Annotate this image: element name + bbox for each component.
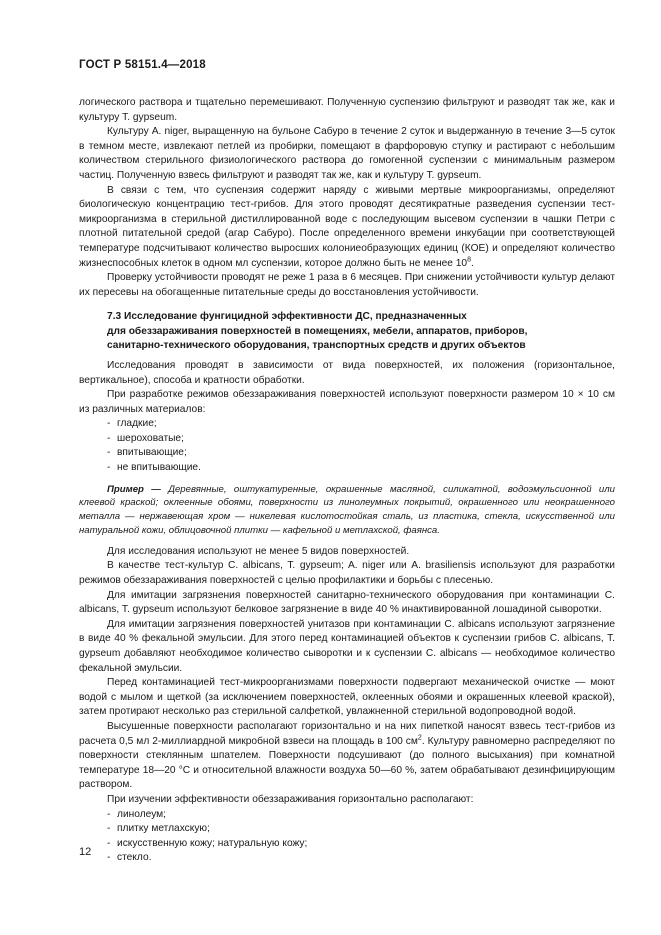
paragraph: логического раствора и тщательно перемешивают. Полученную суспензию фильтруют и разводят так же, как и культуру T. gypseum. (79, 97, 615, 123)
list-item: - гладкие; (107, 417, 615, 432)
list-item: - стекло. (107, 851, 615, 866)
materials-list (79, 417, 615, 475)
superscript: 2 (417, 734, 422, 742)
paragraph: Для имитации загрязнения поверхностей санитарно-технического оборудования при контаминации C. albicans, T. gypseum используют белковое загрязнение в виде 40 % инактивированной лошадиной сыворотки. (79, 589, 615, 616)
page-number: 12 (79, 846, 92, 858)
paragraph: При изучении эффективности обеззараживания горизонтально располагают: (107, 793, 474, 805)
superscript: 8 (467, 256, 471, 264)
list-item: - искусственную кожу; натуральную кожу; (107, 837, 615, 852)
paragraph: Высушенные поверхности располагают горизонтально и на них пипеткой наносят взвесь тест-грибов из расчета 0,5 мл 2-миллиардной микробной взвеси на площадь в 100 $см^2$. Культуру равномерно распределяют по поверхности стеклянным шпателем. Поверхности подсушивают (до полного высыхания) при комнатной температуре 18—20 °C и относительной влажности воздуха 50—60 %, затем обрабатывают дезинфицирующим раствором. (79, 720, 616, 791)
horizontal-list (79, 808, 615, 866)
list-item: - шероховатые; (107, 432, 615, 447)
example-note: Пример — Деревянные, оштукатуренные, окрашенные масляной, силикатной, водоэмульсионной или клеевой краской; оклеенные обоями, поверхности из линолеумных покрытий, окрашенного или неокрашенного металла — нержавеющая хром — никелевая кислотостойкая сталь, из пластика, стекла, искусственной или натуральной кожи, облицовочной плитки — кафельной и метлахской, фаянса. (79, 483, 615, 537)
paragraph: Исследования проводят в зависимости от вида поверхностей, их положения (горизонтальное, вертикальное), способа и кратности обработки. (79, 359, 615, 386)
list-item: - плитку метлахскую; (107, 822, 615, 837)
list-item: - впитывающие; (107, 446, 615, 461)
paragraph: В качестве тест-культур C. albicans, T. gypseum; A. niger или A. brasiliensis используют для разработки режимов обеззараживания поверхностей с целью профилактики и борьбы с плесенью. (79, 560, 615, 587)
list-item: - не впитывающие. (107, 461, 615, 476)
section-heading: 7.3 Исследование фунгицидной эффективности ДС, предназначенных для обеззараживания поверхностей в помещениях, мебели, аппаратов, приборов, санитарно-технического оборудования, транспортных средств и других объектов (107, 311, 528, 351)
paragraph: Культуру A. niger, выращенную на бульоне Сабуро в течение 2 суток и выдержанную в течение 3—5 суток в темном месте, извлекают петлей из пробирки, помещают в фарфоровую ступку и растирают с небольшим количеством стерильного физиологического раствора до гомогенной суспензии с минимальным размером частиц. Полученную взвесь фильтруют и разводят так же, как и культуру T. gypseum. (79, 126, 615, 181)
paragraph: При разработке режимов обеззараживания поверхностей используют поверхности размером 10 × 10 см из различных материалов: (79, 389, 615, 415)
paragraph: В связи с тем, что суспензия содержит наряду с живыми мертвые микроорганизмы, определяют биологическую концентрацию тест-грибов. Для этого проводят десятикратные разведения суспензии тест-микроорганизма в стерильной дистиллированной воде с последующим высевом суспензии в чашки Петри с плотной питательной средой (агар Сабуро). После определенного времени инкубации при соответствующей температуре подсчитывают количество выросших колониеобразующих единиц (КОЕ) и определяют количество жизнеспособных клеток в одном мл суспензии, которое должно быть не менее $10^8$. (79, 184, 615, 269)
paragraph: Для исследования используют не менее 5 видов поверхностей. (107, 545, 410, 557)
document-body (79, 96, 615, 866)
list-item: - линолеум; (107, 808, 615, 823)
document-header: ГОСТ Р 58151.4—2018 (79, 59, 206, 71)
paragraph: Перед контаминацией тест-микроорганизмами поверхности подвергают механической очистке — моют водой с мылом и щеткой (за исключением поверхностей, оклеенных обоями и окрашенных клеевой краской), затем протирают несколько раз стерильной салфеткой, увлажненной стерильной водопроводной водой. (79, 677, 615, 718)
paragraph: Проверку устойчивости проводят не реже 1 раза в 6 месяцев. При снижении устойчивости культур делают их пересевы на обогащенные питательные среды до восстановления устойчивости. (79, 272, 615, 298)
paragraph: Для имитации загрязнения поверхностей унитазов при контаминации C. albicans используют загрязнение в виде 40 % фекальной эмульсии. Для этого перед контаминацией объектов к суспензии грибов C. albicans, T. gypseum добавляют необходимое количество сыворотки и к суспензии C. albicans — необходимое количество фекальной эмульсии. (79, 618, 615, 674)
